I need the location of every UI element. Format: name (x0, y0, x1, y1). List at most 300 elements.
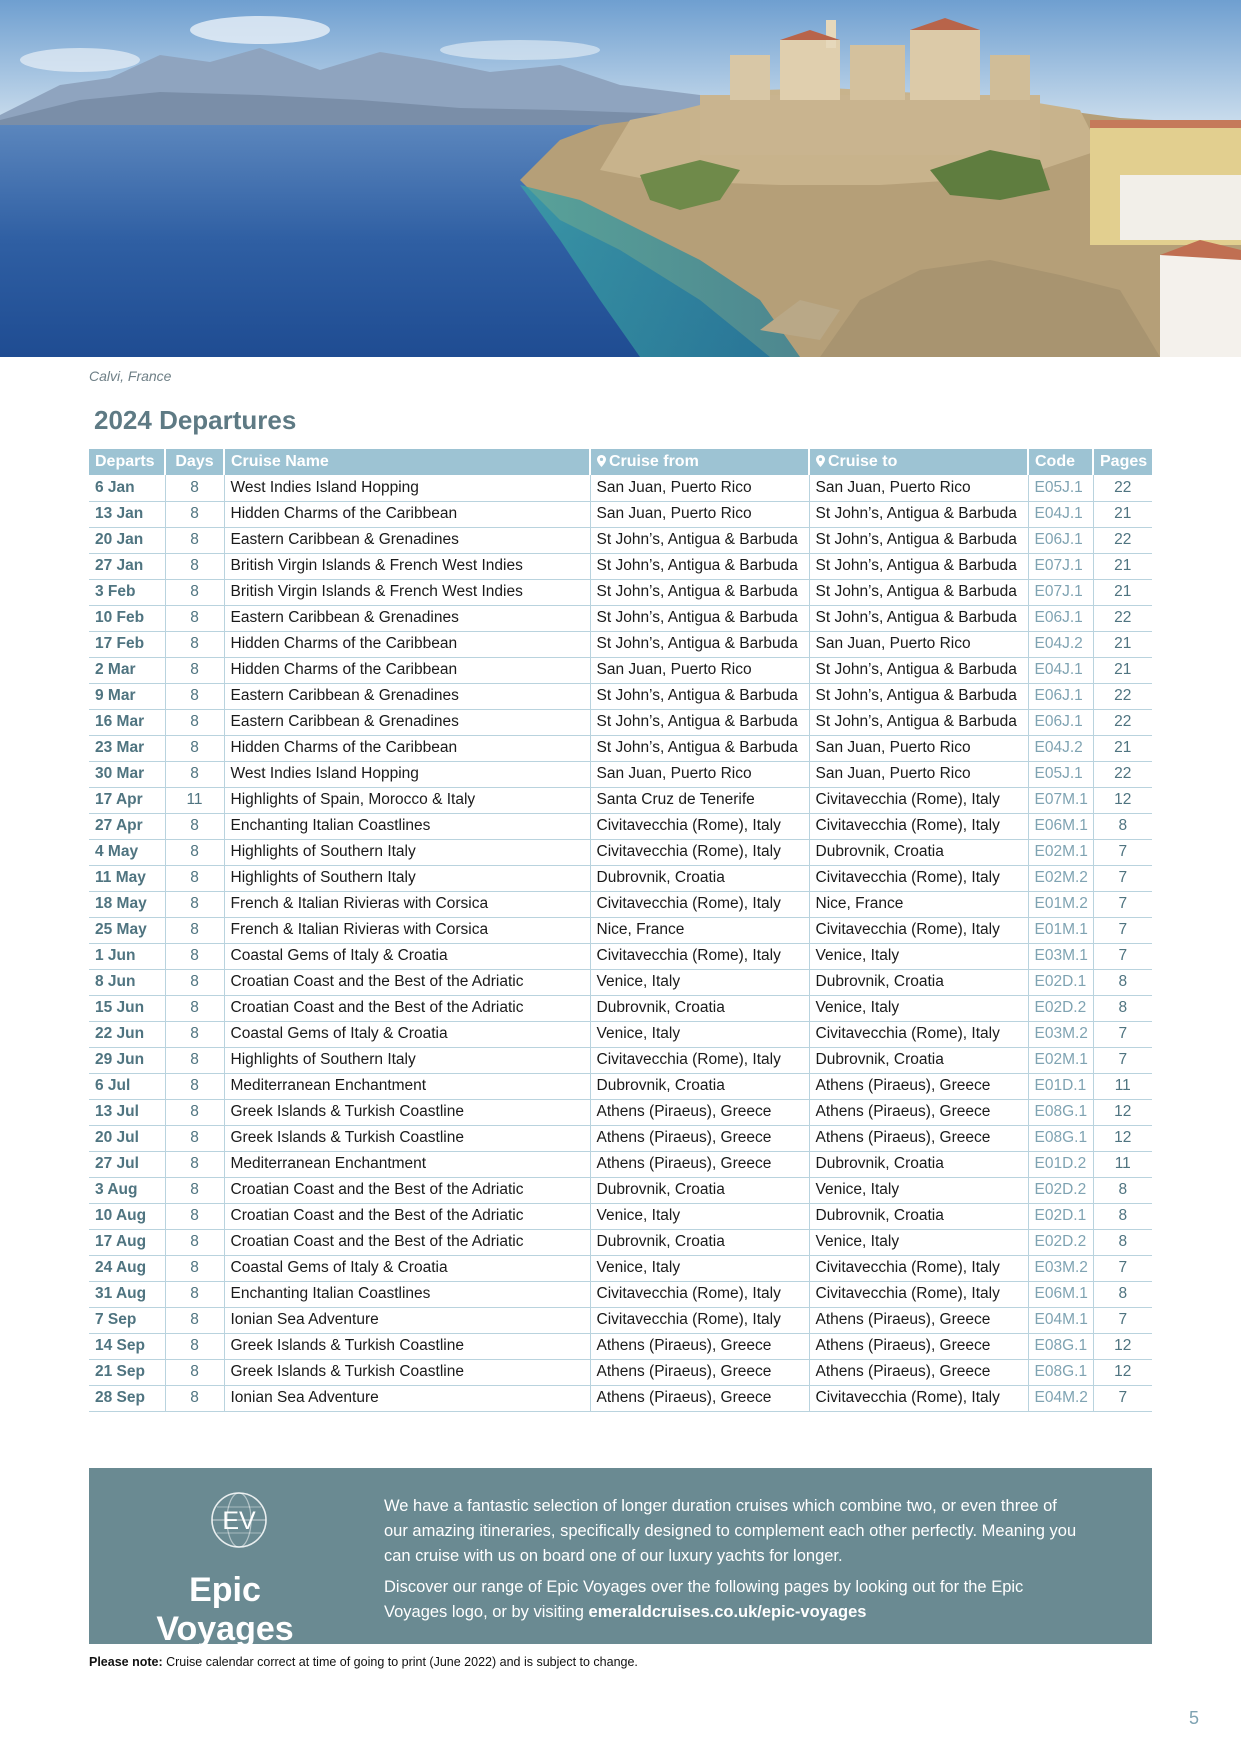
cell-cruise-from: St John’s, Antigua & Barbuda (590, 605, 809, 631)
cell-cruise-from: Athens (Piraeus), Greece (590, 1359, 809, 1385)
table-row (89, 761, 1152, 787)
hero-photo (0, 0, 1241, 357)
cell-pages: 12 (1093, 1099, 1152, 1125)
cell-days: 8 (165, 1333, 224, 1359)
cell-pages: 12 (1093, 1359, 1152, 1385)
table-row (89, 475, 1152, 501)
table-row (89, 1359, 1152, 1385)
cell-cruise-from: Venice, Italy (590, 1203, 809, 1229)
cell-cruise-from: San Juan, Puerto Rico (590, 657, 809, 683)
cell-cruise-to: San Juan, Puerto Rico (809, 631, 1028, 657)
cell-cruise-name: Eastern Caribbean & Grenadines (224, 683, 590, 709)
cell-pages: 8 (1093, 1229, 1152, 1255)
table-row (89, 1125, 1152, 1151)
cell-code: E02D.2 (1028, 1177, 1093, 1203)
cell-pages: 8 (1093, 969, 1152, 995)
table-row (89, 995, 1152, 1021)
cell-departs: 27 Jan (89, 553, 165, 579)
cell-days: 8 (165, 1177, 224, 1203)
cell-cruise-name: Ionian Sea Adventure (224, 1385, 590, 1411)
cell-cruise-to: St John’s, Antigua & Barbuda (809, 579, 1028, 605)
cell-days: 8 (165, 1151, 224, 1177)
cell-cruise-from: St John’s, Antigua & Barbuda (590, 579, 809, 605)
cell-cruise-name: Croatian Coast and the Best of the Adriatic (224, 1229, 590, 1255)
cell-pages: 7 (1093, 1021, 1152, 1047)
cell-departs: 15 Jun (89, 995, 165, 1021)
cell-cruise-from: Athens (Piraeus), Greece (590, 1151, 809, 1177)
cell-days: 8 (165, 735, 224, 761)
cell-days: 8 (165, 761, 224, 787)
cell-cruise-name: Highlights of Southern Italy (224, 865, 590, 891)
table-row (89, 501, 1152, 527)
epic-voyages-banner (89, 1468, 1152, 1648)
cell-pages: 21 (1093, 657, 1152, 683)
cell-cruise-to: St John’s, Antigua & Barbuda (809, 657, 1028, 683)
header-days: Days (165, 449, 224, 475)
cell-cruise-from: Civitavecchia (Rome), Italy (590, 1047, 809, 1073)
svg-text:EV: EV (222, 1507, 256, 1535)
cell-departs: 27 Jul (89, 1151, 165, 1177)
cell-cruise-to: Athens (Piraeus), Greece (809, 1073, 1028, 1099)
cell-cruise-from: Dubrovnik, Croatia (590, 995, 809, 1021)
cell-pages: 7 (1093, 943, 1152, 969)
cell-cruise-name: Croatian Coast and the Best of the Adriatic (224, 1203, 590, 1229)
table-row (89, 943, 1152, 969)
cell-departs: 30 Mar (89, 761, 165, 787)
epic-voyages-globe-logo (209, 1490, 269, 1550)
table-row (89, 553, 1152, 579)
cell-cruise-to: St John’s, Antigua & Barbuda (809, 501, 1028, 527)
cell-departs: 3 Feb (89, 579, 165, 605)
cell-code: E01D.1 (1028, 1073, 1093, 1099)
cell-cruise-name: Hidden Charms of the Caribbean (224, 657, 590, 683)
cell-departs: 22 Jun (89, 1021, 165, 1047)
cell-code: E07J.1 (1028, 553, 1093, 579)
cell-departs: 20 Jul (89, 1125, 165, 1151)
cell-cruise-to: Venice, Italy (809, 995, 1028, 1021)
cell-days: 8 (165, 1203, 224, 1229)
cell-cruise-name: Greek Islands & Turkish Coastline (224, 1333, 590, 1359)
epic-voyages-paragraph-2-text: Discover our range of Epic Voyages over the following pages by looking out for the Epic Voyages logo, or by visiting (384, 1578, 1024, 1621)
table-row (89, 1229, 1152, 1255)
cell-days: 8 (165, 527, 224, 553)
table-row (89, 813, 1152, 839)
cell-cruise-name: Highlights of Southern Italy (224, 839, 590, 865)
epic-voyages-link[interactable]: emeraldcruises.co.uk/epic-voyages (588, 1603, 867, 1621)
cell-code: E04J.2 (1028, 631, 1093, 657)
cell-cruise-name: Croatian Coast and the Best of the Adriatic (224, 969, 590, 995)
cell-cruise-name: Coastal Gems of Italy & Croatia (224, 1255, 590, 1281)
cell-departs: 21 Sep (89, 1359, 165, 1385)
cell-cruise-name: Eastern Caribbean & Grenadines (224, 605, 590, 631)
cell-cruise-from: San Juan, Puerto Rico (590, 761, 809, 787)
cell-cruise-to: St John’s, Antigua & Barbuda (809, 683, 1028, 709)
cell-cruise-to: Civitavecchia (Rome), Italy (809, 1021, 1028, 1047)
cell-cruise-name: West Indies Island Hopping (224, 475, 590, 501)
cell-cruise-from: San Juan, Puerto Rico (590, 475, 809, 501)
cell-cruise-from: Dubrovnik, Croatia (590, 1177, 809, 1203)
cell-departs: 14 Sep (89, 1333, 165, 1359)
cell-pages: 7 (1093, 891, 1152, 917)
table-row (89, 865, 1152, 891)
cell-cruise-from: Civitavecchia (Rome), Italy (590, 943, 809, 969)
cell-code: E02M.1 (1028, 839, 1093, 865)
cell-pages: 12 (1093, 1125, 1152, 1151)
cell-cruise-to: Venice, Italy (809, 1177, 1028, 1203)
cell-pages: 7 (1093, 917, 1152, 943)
cell-departs: 10 Feb (89, 605, 165, 631)
header-cruise-to (809, 449, 1028, 475)
cell-code: E02D.1 (1028, 969, 1093, 995)
table-header-row (89, 449, 1152, 475)
cell-code: E05J.1 (1028, 475, 1093, 501)
cell-days: 11 (165, 787, 224, 813)
cell-code: E06M.1 (1028, 813, 1093, 839)
cell-cruise-from: Dubrovnik, Croatia (590, 1073, 809, 1099)
cell-cruise-name: Enchanting Italian Coastlines (224, 1281, 590, 1307)
cell-cruise-from: Nice, France (590, 917, 809, 943)
cell-cruise-to: Venice, Italy (809, 943, 1028, 969)
cell-cruise-from: Civitavecchia (Rome), Italy (590, 813, 809, 839)
cell-code: E04M.2 (1028, 1385, 1093, 1411)
table-row (89, 1177, 1152, 1203)
cell-cruise-from: St John’s, Antigua & Barbuda (590, 683, 809, 709)
cell-departs: 27 Apr (89, 813, 165, 839)
table-row (89, 709, 1152, 735)
table-row (89, 1021, 1152, 1047)
cell-cruise-from: Civitavecchia (Rome), Italy (590, 839, 809, 865)
header-cruise-from (590, 449, 809, 475)
cell-pages: 22 (1093, 709, 1152, 735)
cell-days: 8 (165, 553, 224, 579)
cell-departs: 20 Jan (89, 527, 165, 553)
cell-days: 8 (165, 579, 224, 605)
cell-cruise-from: St John’s, Antigua & Barbuda (590, 553, 809, 579)
table-row (89, 891, 1152, 917)
cell-pages: 22 (1093, 605, 1152, 631)
cell-cruise-name: West Indies Island Hopping (224, 761, 590, 787)
table-row (89, 787, 1152, 813)
table-row (89, 969, 1152, 995)
header-code: Code (1028, 449, 1093, 475)
cell-code: E02M.1 (1028, 1047, 1093, 1073)
cell-pages: 11 (1093, 1151, 1152, 1177)
cell-departs: 13 Jan (89, 501, 165, 527)
cell-cruise-to: San Juan, Puerto Rico (809, 735, 1028, 761)
cell-code: E04J.1 (1028, 501, 1093, 527)
cell-departs: 28 Sep (89, 1385, 165, 1411)
table-row (89, 917, 1152, 943)
cell-code: E04M.1 (1028, 1307, 1093, 1333)
cell-cruise-from: Athens (Piraeus), Greece (590, 1099, 809, 1125)
cell-departs: 6 Jul (89, 1073, 165, 1099)
cell-code: E08G.1 (1028, 1125, 1093, 1151)
cell-days: 8 (165, 657, 224, 683)
cell-cruise-to: Athens (Piraeus), Greece (809, 1125, 1028, 1151)
cell-cruise-to: Dubrovnik, Croatia (809, 1151, 1028, 1177)
cell-code: E02D.1 (1028, 1203, 1093, 1229)
cell-days: 8 (165, 631, 224, 657)
epic-voyages-paragraph-1: We have a fantastic selection of longer duration cruises which combine two, or even three of our amazing itineraries, specifically designed to complement each other perfectly. Meaning you can cruise with us on board one of our luxury yachts for longer. (384, 1497, 1077, 1565)
cell-days: 8 (165, 917, 224, 943)
cell-pages: 21 (1093, 631, 1152, 657)
table-row (89, 1333, 1152, 1359)
cell-days: 8 (165, 865, 224, 891)
cell-cruise-to: Athens (Piraeus), Greece (809, 1333, 1028, 1359)
cell-departs: 16 Mar (89, 709, 165, 735)
cell-cruise-name: Highlights of Southern Italy (224, 1047, 590, 1073)
cell-cruise-name: Ionian Sea Adventure (224, 1307, 590, 1333)
location-pin-icon (816, 455, 825, 467)
cell-departs: 31 Aug (89, 1281, 165, 1307)
cell-days: 8 (165, 709, 224, 735)
cell-departs: 3 Aug (89, 1177, 165, 1203)
cell-cruise-to: San Juan, Puerto Rico (809, 475, 1028, 501)
cell-cruise-from: St John’s, Antigua & Barbuda (590, 631, 809, 657)
cell-code: E02D.2 (1028, 1229, 1093, 1255)
cell-cruise-to: Venice, Italy (809, 1229, 1028, 1255)
cell-departs: 7 Sep (89, 1307, 165, 1333)
cell-departs: 24 Aug (89, 1255, 165, 1281)
cell-cruise-to: Athens (Piraeus), Greece (809, 1307, 1028, 1333)
cell-code: E06J.1 (1028, 605, 1093, 631)
cell-pages: 7 (1093, 839, 1152, 865)
cell-pages: 22 (1093, 683, 1152, 709)
print-note-label: Please note: (89, 1655, 163, 1669)
cell-pages: 22 (1093, 475, 1152, 501)
cell-code: E02D.2 (1028, 995, 1093, 1021)
cell-cruise-name: Enchanting Italian Coastlines (224, 813, 590, 839)
header-cruise-to-label: Cruise to (828, 453, 898, 470)
cell-code: E03M.2 (1028, 1255, 1093, 1281)
cell-code: E04J.1 (1028, 657, 1093, 683)
cell-cruise-from: Civitavecchia (Rome), Italy (590, 891, 809, 917)
cell-code: E07J.1 (1028, 579, 1093, 605)
cell-cruise-to: Dubrovnik, Croatia (809, 1047, 1028, 1073)
cell-code: E06M.1 (1028, 1281, 1093, 1307)
cell-cruise-to: Civitavecchia (Rome), Italy (809, 917, 1028, 943)
cell-cruise-name: Coastal Gems of Italy & Croatia (224, 1021, 590, 1047)
cell-pages: 22 (1093, 761, 1152, 787)
cell-cruise-to: Dubrovnik, Croatia (809, 969, 1028, 995)
epic-voyages-brand: Epic Voyages (156, 1571, 294, 1648)
cell-cruise-name: Croatian Coast and the Best of the Adriatic (224, 1177, 590, 1203)
cell-code: E06J.1 (1028, 527, 1093, 553)
cell-cruise-name: French & Italian Rivieras with Corsica (224, 891, 590, 917)
cell-departs: 25 May (89, 917, 165, 943)
cell-departs: 10 Aug (89, 1203, 165, 1229)
cell-cruise-name: Greek Islands & Turkish Coastline (224, 1125, 590, 1151)
cell-cruise-from: Venice, Italy (590, 1021, 809, 1047)
cell-departs: 8 Jun (89, 969, 165, 995)
cell-cruise-from: St John’s, Antigua & Barbuda (590, 527, 809, 553)
cell-cruise-to: Dubrovnik, Croatia (809, 839, 1028, 865)
cell-pages: 22 (1093, 527, 1152, 553)
cell-cruise-from: St John’s, Antigua & Barbuda (590, 735, 809, 761)
cell-cruise-to: Nice, France (809, 891, 1028, 917)
cell-cruise-name: Hidden Charms of the Caribbean (224, 735, 590, 761)
cell-days: 8 (165, 943, 224, 969)
header-pages: Pages (1093, 449, 1152, 475)
cell-cruise-from: Venice, Italy (590, 969, 809, 995)
cell-cruise-to: Dubrovnik, Croatia (809, 1203, 1028, 1229)
cell-days: 8 (165, 1385, 224, 1411)
departures-table (89, 449, 1152, 1412)
table-row (89, 1255, 1152, 1281)
table-row (89, 1203, 1152, 1229)
cell-pages: 21 (1093, 579, 1152, 605)
cell-pages: 7 (1093, 865, 1152, 891)
cell-cruise-name: British Virgin Islands & French West Indies (224, 553, 590, 579)
cell-days: 8 (165, 1229, 224, 1255)
cell-pages: 7 (1093, 1047, 1152, 1073)
cell-cruise-name: Greek Islands & Turkish Coastline (224, 1359, 590, 1385)
cell-cruise-to: Civitavecchia (Rome), Italy (809, 865, 1028, 891)
calvi-landscape-illustration (0, 0, 1241, 357)
cell-cruise-name: Highlights of Spain, Morocco & Italy (224, 787, 590, 813)
cell-departs: 9 Mar (89, 683, 165, 709)
cell-cruise-to: Civitavecchia (Rome), Italy (809, 1255, 1028, 1281)
cell-cruise-to: Civitavecchia (Rome), Italy (809, 787, 1028, 813)
table-row (89, 1047, 1152, 1073)
cell-cruise-name: Eastern Caribbean & Grenadines (224, 527, 590, 553)
section-title: 2024 Departures (94, 405, 297, 435)
table-row (89, 527, 1152, 553)
cell-departs: 18 May (89, 891, 165, 917)
location-pin-icon (597, 455, 606, 467)
cell-days: 8 (165, 969, 224, 995)
cell-days: 8 (165, 605, 224, 631)
cell-pages: 11 (1093, 1073, 1152, 1099)
cell-days: 8 (165, 501, 224, 527)
cell-departs: 2 Mar (89, 657, 165, 683)
cell-code: E01D.2 (1028, 1151, 1093, 1177)
table-row (89, 579, 1152, 605)
table-row (89, 1099, 1152, 1125)
cell-days: 8 (165, 683, 224, 709)
cell-cruise-to: Athens (Piraeus), Greece (809, 1099, 1028, 1125)
cell-days: 8 (165, 839, 224, 865)
table-row (89, 1073, 1152, 1099)
cell-cruise-from: Dubrovnik, Croatia (590, 865, 809, 891)
cell-days: 8 (165, 995, 224, 1021)
cell-days: 8 (165, 1255, 224, 1281)
cell-pages: 7 (1093, 1307, 1152, 1333)
cell-pages: 7 (1093, 1255, 1152, 1281)
table-row (89, 735, 1152, 761)
table-row (89, 1281, 1152, 1307)
cell-cruise-from: Santa Cruz de Tenerife (590, 787, 809, 813)
cell-pages: 21 (1093, 553, 1152, 579)
epic-voyages-paragraph-2 (384, 1575, 1084, 1625)
epic-voyages-description (384, 1494, 1084, 1625)
cell-cruise-to: Civitavecchia (Rome), Italy (809, 1385, 1028, 1411)
cell-cruise-from: Dubrovnik, Croatia (590, 1229, 809, 1255)
cell-days: 8 (165, 1021, 224, 1047)
cell-cruise-from: St John’s, Antigua & Barbuda (590, 709, 809, 735)
cell-departs: 23 Mar (89, 735, 165, 761)
cell-code: E08G.1 (1028, 1359, 1093, 1385)
cell-code: E01M.2 (1028, 891, 1093, 917)
cell-cruise-from: Athens (Piraeus), Greece (590, 1125, 809, 1151)
cell-cruise-name: Mediterranean Enchantment (224, 1151, 590, 1177)
cell-cruise-name: Hidden Charms of the Caribbean (224, 631, 590, 657)
cell-departs: 17 Apr (89, 787, 165, 813)
cell-cruise-name: Coastal Gems of Italy & Croatia (224, 943, 590, 969)
cell-days: 8 (165, 1099, 224, 1125)
cell-departs: 11 May (89, 865, 165, 891)
cell-code: E02M.2 (1028, 865, 1093, 891)
cell-code: E06J.1 (1028, 709, 1093, 735)
cell-departs: 29 Jun (89, 1047, 165, 1073)
cell-code: E03M.1 (1028, 943, 1093, 969)
cell-code: E05J.1 (1028, 761, 1093, 787)
cell-cruise-from: Civitavecchia (Rome), Italy (590, 1307, 809, 1333)
cell-pages: 21 (1093, 501, 1152, 527)
photo-caption: Calvi, France (89, 368, 172, 384)
cell-code: E06J.1 (1028, 683, 1093, 709)
cell-pages: 12 (1093, 1333, 1152, 1359)
cell-days: 8 (165, 1047, 224, 1073)
cell-cruise-to: St John’s, Antigua & Barbuda (809, 709, 1028, 735)
table-row (89, 605, 1152, 631)
cell-code: E08G.1 (1028, 1099, 1093, 1125)
cell-days: 8 (165, 1359, 224, 1385)
cell-cruise-name: Mediterranean Enchantment (224, 1073, 590, 1099)
cell-pages: 8 (1093, 813, 1152, 839)
page-number: 5 (1188, 1708, 1199, 1728)
header-cruise-name: Cruise Name (224, 449, 590, 475)
cell-cruise-name: Greek Islands & Turkish Coastline (224, 1099, 590, 1125)
cell-days: 8 (165, 813, 224, 839)
cell-cruise-from: Civitavecchia (Rome), Italy (590, 1281, 809, 1307)
header-departs: Departs (89, 449, 165, 475)
print-note-text: Cruise calendar correct at time of going to print (June 2022) and is subject to change. (162, 1655, 638, 1669)
cell-days: 8 (165, 891, 224, 917)
cell-pages: 8 (1093, 1203, 1152, 1229)
table-row (89, 839, 1152, 865)
cell-cruise-from: Athens (Piraeus), Greece (590, 1333, 809, 1359)
cell-code: E04J.2 (1028, 735, 1093, 761)
table-row (89, 1385, 1152, 1411)
cell-cruise-to: Athens (Piraeus), Greece (809, 1359, 1028, 1385)
cell-pages: 12 (1093, 787, 1152, 813)
cell-cruise-to: Civitavecchia (Rome), Italy (809, 1281, 1028, 1307)
print-note (89, 1655, 638, 1669)
cell-cruise-to: St John’s, Antigua & Barbuda (809, 605, 1028, 631)
cell-pages: 8 (1093, 1281, 1152, 1307)
cell-cruise-name: British Virgin Islands & French West Indies (224, 579, 590, 605)
cell-pages: 8 (1093, 1177, 1152, 1203)
cell-departs: 4 May (89, 839, 165, 865)
cell-cruise-name: Croatian Coast and the Best of the Adriatic (224, 995, 590, 1021)
cell-cruise-to: San Juan, Puerto Rico (809, 761, 1028, 787)
cell-departs: 6 Jan (89, 475, 165, 501)
cell-code: E01M.1 (1028, 917, 1093, 943)
cell-cruise-from: Venice, Italy (590, 1255, 809, 1281)
table-row (89, 683, 1152, 709)
cell-pages: 7 (1093, 1385, 1152, 1411)
cell-cruise-name: Hidden Charms of the Caribbean (224, 501, 590, 527)
table-row (89, 1307, 1152, 1333)
table-row (89, 1151, 1152, 1177)
cell-departs: 17 Feb (89, 631, 165, 657)
cell-departs: 17 Aug (89, 1229, 165, 1255)
cell-cruise-to: St John’s, Antigua & Barbuda (809, 553, 1028, 579)
header-cruise-from-label: Cruise from (609, 453, 699, 470)
cell-departs: 1 Jun (89, 943, 165, 969)
cell-departs: 13 Jul (89, 1099, 165, 1125)
